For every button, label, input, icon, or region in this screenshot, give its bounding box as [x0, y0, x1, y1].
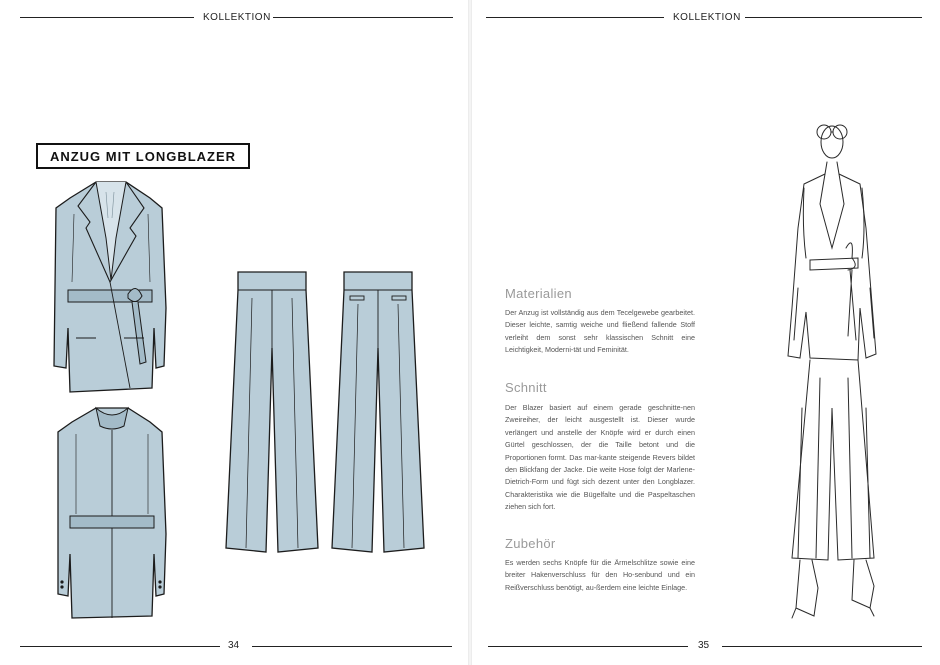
- trousers-front-sketch: [222, 268, 322, 556]
- section-heading-schnitt: Schnitt: [505, 380, 547, 395]
- fashion-figure-sketch: [762, 108, 902, 626]
- section-heading-materialien: Materialien: [505, 286, 572, 301]
- section-text-schnitt: Der Blazer basiert auf einem gerade geschnitte-nen Zweireiher, der leicht ausgestellt ist. Dieser wurde verlängert und anstelle der Knöpfe wird er durch einen Gürtel geschlossen, der die Taille betont und die Proportionen formt. Das mar-kante steigende Revers bildet den Blickfang der Jacke. Die weite Hose folgt der Marlene-Dietrich-Form und fügt sich dezent unter den Longblazer. Charakteristika wie die Bügelfalte und die Paspeltaschen ziehen sich fort.: [505, 403, 695, 512]
- header-rule-left: [20, 17, 194, 18]
- page-number: 34: [228, 640, 240, 651]
- footer-rule-right: [252, 646, 452, 647]
- page-header: KOLLEKTION: [673, 12, 741, 23]
- header-rule-left: [486, 17, 664, 18]
- trousers-back-sketch: [328, 268, 428, 556]
- blazer-back-sketch: [52, 404, 172, 624]
- header-rule-right: [745, 17, 922, 18]
- footer-rule-left: [20, 646, 220, 647]
- header-rule-right: [273, 17, 453, 18]
- section-text-zubehoer: Es werden sechs Knöpfe für die Ärmelschlitze sowie eine breiter Hakenverschluss für den Ho-senbund und ein Reißverschluss benötigt, au-ßerdem eine leichte Einlage.: [505, 558, 695, 592]
- footer-rule-right: [722, 646, 922, 647]
- footer-rule-left: [488, 646, 688, 647]
- page-number: 35: [698, 640, 710, 651]
- blazer-front-sketch: [50, 178, 172, 400]
- page-title: ANZUG MIT LONGBLAZER: [36, 143, 250, 169]
- section-text-materialien: Der Anzug ist vollständig aus dem Tecelgewebe gearbeitet. Dieser leichte, samtig weiche und fließend fallende Stoff verleiht dem sonst sehr klassischen Schnitt eine Leichtigkeit, Moderni-tät und Feminität.: [505, 308, 695, 355]
- left-page: [0, 0, 468, 665]
- page-header: KOLLEKTION: [203, 12, 271, 23]
- section-heading-zubehoer: Zubehör: [505, 536, 556, 551]
